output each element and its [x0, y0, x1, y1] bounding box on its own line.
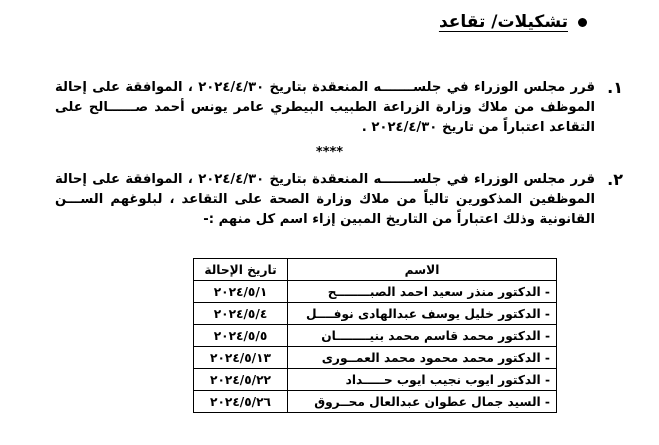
name-cell: - الدكتور محمد قاسم محمد بنيــــــــان: [288, 325, 557, 347]
name-cell: - الدكتور محمد محمود محمد العمــورى: [288, 347, 557, 369]
table-row: [194, 303, 557, 325]
date-cell: ٢٠٢٤/٥/٥: [194, 325, 288, 347]
bullet-icon: [578, 18, 587, 27]
name-cell: - الدكتور خليل يوسف عبدالهادى نوفــــل: [288, 303, 557, 325]
table-header-row: [194, 259, 557, 281]
date-cell: ٢٠٢٤/٥/١: [194, 281, 288, 303]
separator: ****: [315, 145, 344, 160]
table-row: [194, 369, 557, 391]
paragraph-text: قرر مجلس الوزراء في جلســـــــه المنعقدة بتاريخ ٢٠٢٤/٤/٣٠ ، الموافقة على إحالة الموظف من ملاك وزارة الزراعة الطبيب البيطري عامر يونس أحمد صــــــالح على التقاعد اعتباراً من تاريخ ٢٠٢٤/٤/٣٠ .: [55, 80, 595, 135]
name-cell: - الدكتور ايوب نجيب ايوب حـــــداد: [288, 369, 557, 391]
table-row: [194, 281, 557, 303]
name-cell: - السيد جمال عطوان عبدالعال محــروق: [288, 391, 557, 413]
name-cell: - الدكتور منذر سعيد احمد الصبــــــــح: [288, 281, 557, 303]
name-column-header: الاسم: [288, 259, 557, 281]
table-row: [194, 325, 557, 347]
paragraph-2: [55, 170, 623, 230]
table-row: [194, 391, 557, 413]
retirees-table: [193, 258, 557, 413]
paragraph-1: [55, 78, 623, 138]
paragraph-number: ١.: [607, 78, 623, 97]
date-cell: ٢٠٢٤/٥/٢٢: [194, 369, 288, 391]
date-column-header: تاريخ الإحالة: [194, 259, 288, 281]
date-cell: ٢٠٢٤/٥/٢٦: [194, 391, 288, 413]
heading-text: تشكيلات/ تقاعد: [438, 12, 568, 32]
section-heading: [439, 12, 587, 32]
date-cell: ٢٠٢٤/٥/٤: [194, 303, 288, 325]
table-row: [194, 347, 557, 369]
paragraph-text: قرر مجلس الوزراء في جلســـــــه المنعقدة بتاريخ ٢٠٢٤/٤/٣٠ ، الموافقة على إحالة الموظفين المذكورين تالياً من ملاك وزارة الصحة على التقاعد ، لبلوغهم الســـن القانونية وذلك اعتباراً من التاريخ المبين إزاء اسم كل منهم :-: [55, 172, 595, 227]
date-cell: ٢٠٢٤/٥/١٣: [194, 347, 288, 369]
paragraph-number: ٢.: [607, 170, 623, 189]
